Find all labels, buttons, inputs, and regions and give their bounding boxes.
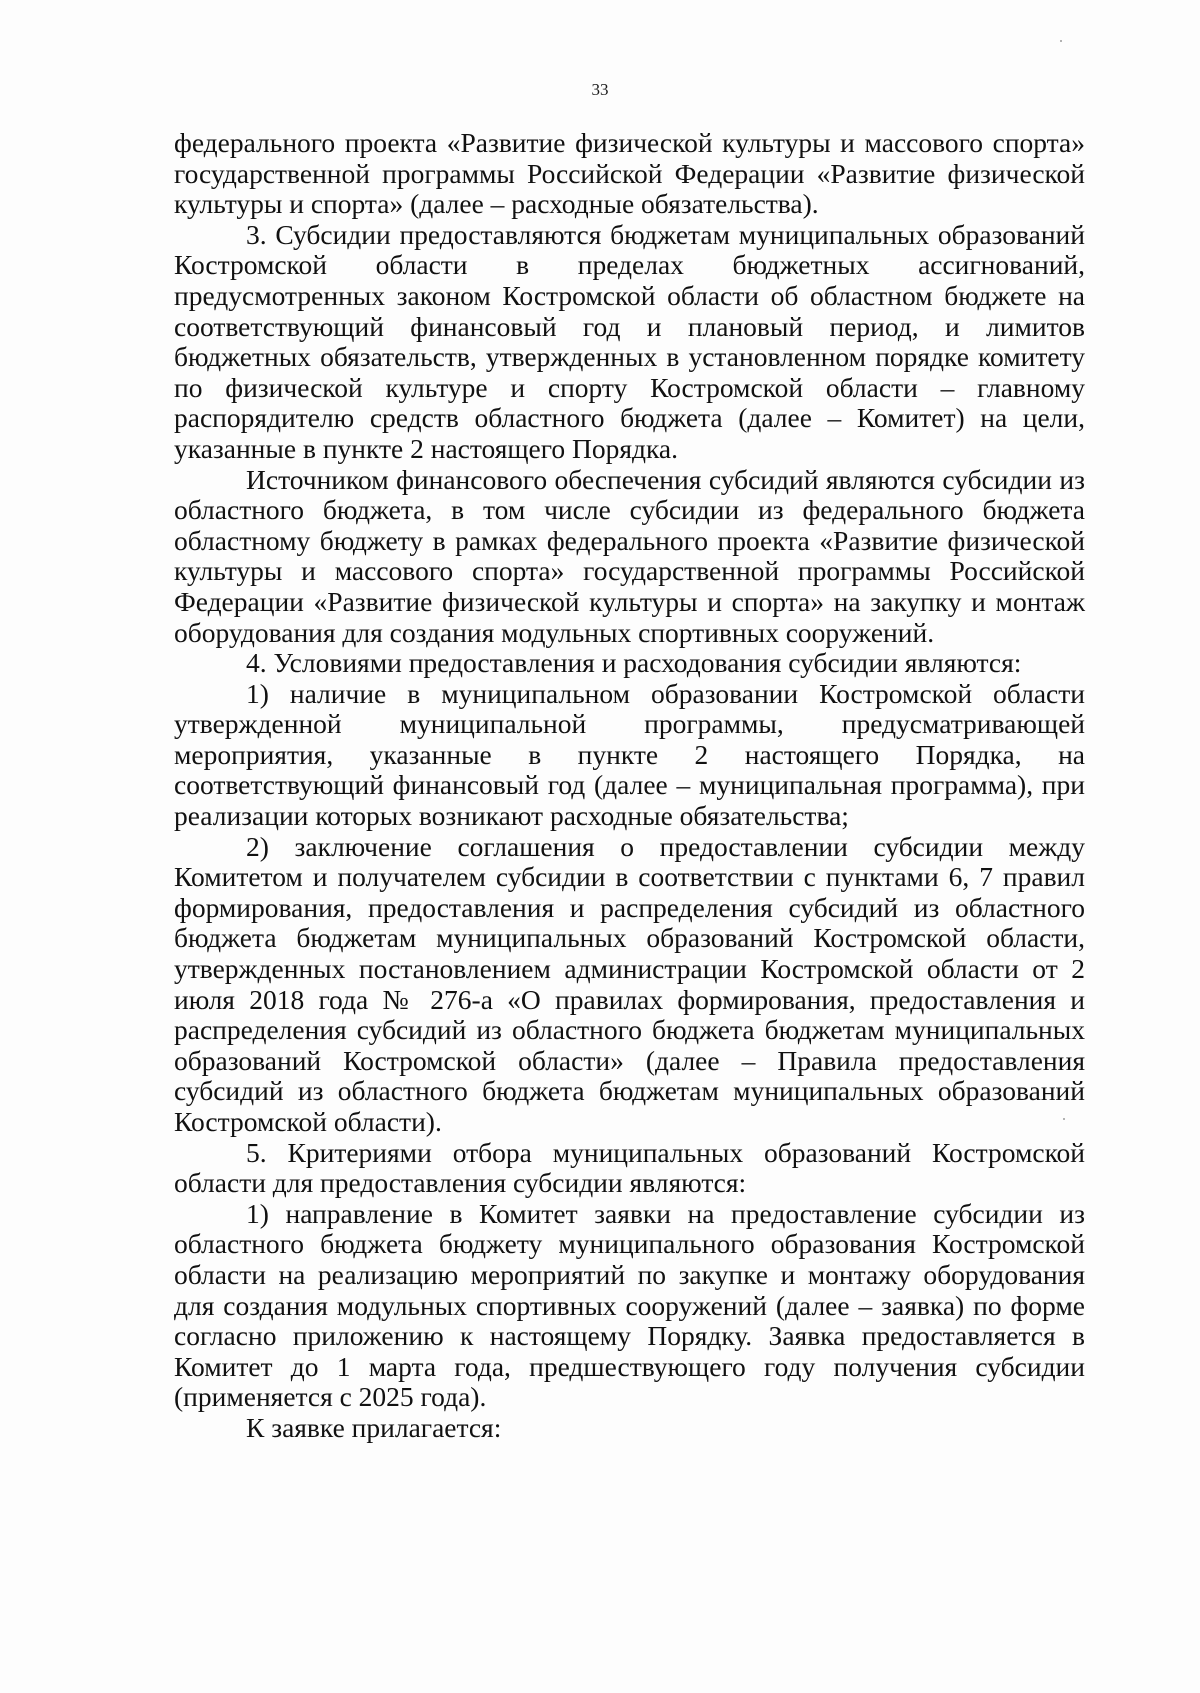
document-body: [174, 128, 1085, 1444]
paragraph-item-5: 5. Критериями отбора муниципальных образований Костромской области для предоставления субсидии являются:: [174, 1136, 1085, 1199]
paragraph-continuation: федерального проекта «Развитие физической культуры и массового спорта» государственной программы Российской Федерации «Развитие физической культуры и спорта» (далее – расходные обязательства).: [174, 127, 1085, 220]
scan-speck: [1060, 40, 1062, 42]
scan-speck: [1063, 1118, 1065, 1120]
paragraph-attachments: К заявке прилагается:: [246, 1411, 502, 1443]
page-number: 33: [591, 80, 609, 99]
paragraph-item-4: 4. Условиями предоставления и расходования субсидии являются:: [246, 647, 1022, 679]
paragraph-item-5-1: 1) направление в Комитет заявки на предоставление субсидии из областного бюджета бюджету муниципального образования Костромской области на реализацию мероприятий по закупке и монтажу оборудования для создания модульных спортивных сооружений (далее – заявка) по форме согласно приложению к настоящему Порядку. Заявка предоставляется в Комитет до 1 марта года, предшествующего году получения субсидии (применяется с 2025 года).: [174, 1197, 1085, 1413]
paragraph-item-3: 3. Субсидии предоставляются бюджетам муниципальных образований Костромской области в пределах бюджетных ассигнований, предусмотренных законом Костромской области об областном бюджете на соответствующий финансовый год и плановый период, и лимитов бюджетных обязательств, утвержденных в установленном порядке комитету по физической культуре и спорту Костромской области – главному распорядителю средств областного бюджета (далее – Комитет) на цели, указанные в пункте 2 настоящего Порядка.: [174, 218, 1085, 464]
paragraph-item-4-1: 1) наличие в муниципальном образовании Костромской области утвержденной муниципальной программы, предусматривающей мероприятия, указанные в пункте 2 настоящего Порядка, на соответствующий финансовый год (далее – муниципальная программа), при реализации которых возникают расходные обязательства;: [174, 677, 1085, 832]
paragraph-funding-source: Источником финансового обеспечения субсидий являются субсидии из областного бюджета, в том числе субсидии из федерального бюджета областному бюджету в рамках федерального проекта «Развитие физической культуры и массового спорта» государственной программы Российской Федерации «Развитие физической культуры и спорта» на закупку и монтаж оборудования для создания модульных спортивных сооружений.: [174, 463, 1085, 648]
paragraph-item-4-2: 2) заключение соглашения о предоставлении субсидии между Комитетом и получателем субсидии в соответствии с пунктами 6, 7 правил формирования, предоставления и распределения субсидий из областного бюджета бюджетам муниципальных образований Костромской области, утвержденных постановлением администрации Костромской области от 2 июля 2018 года № 276-а «О правилах формирования, предоставления и распределения субсидий из областного бюджета бюджетам муниципальных образований Костромской области» (далее – Правила предоставления субсидий из областного бюджета бюджетам муниципальных образований Костромской области).: [174, 830, 1085, 1137]
